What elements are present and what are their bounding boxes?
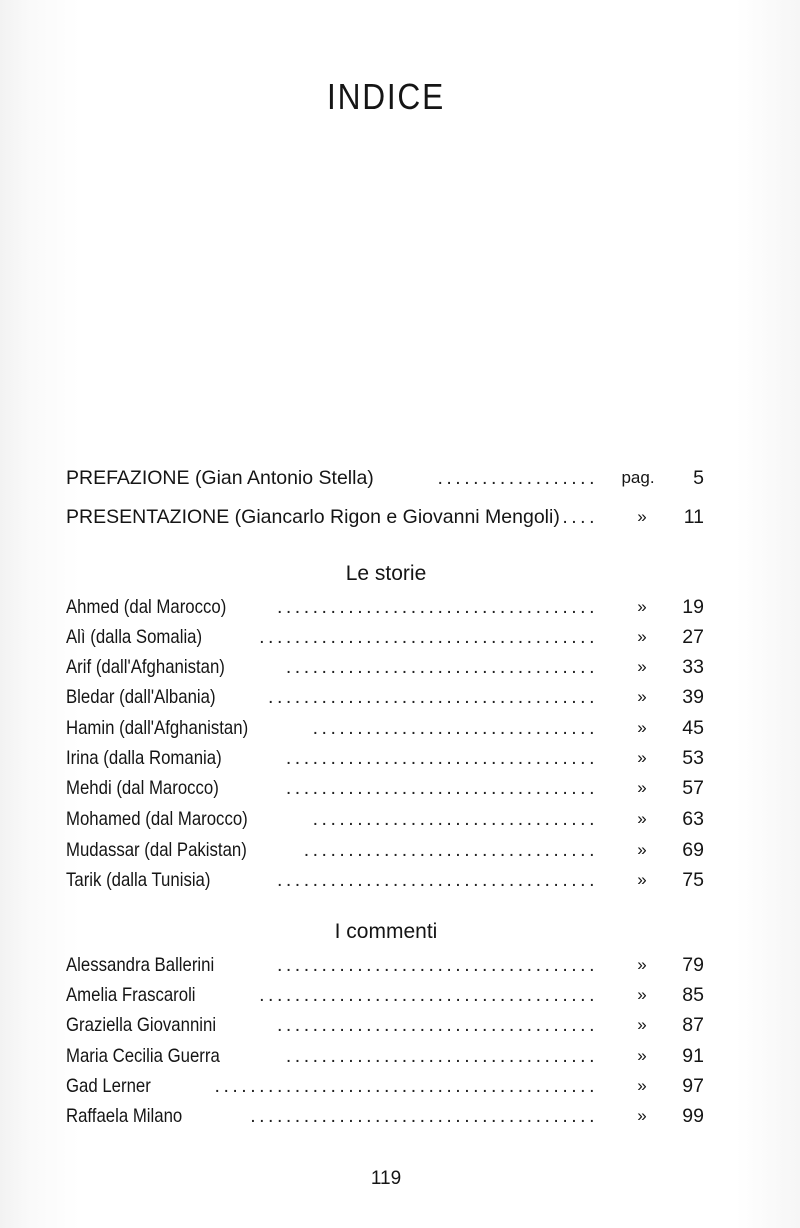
page-number: 119	[370, 1168, 402, 1189]
toc-entry-page-number: 33	[682, 656, 704, 678]
toc-entry-page-marker: »	[637, 507, 647, 526]
toc-entry-page-number: 5	[693, 467, 704, 489]
toc-entry-label: Tarik (dalla Tunisia)	[66, 869, 211, 891]
toc-entry-page-marker: »	[637, 985, 647, 1004]
toc-entry-label: Alessandra Ballerini	[66, 954, 215, 976]
toc-entry-page-marker: »	[637, 687, 647, 706]
toc-entry-page-marker: »	[637, 718, 647, 737]
toc-entry-page-number: 75	[682, 869, 704, 891]
toc-entry-page-marker: »	[637, 597, 647, 616]
dot-leader: ....................................	[276, 1014, 598, 1036]
toc-entry-page-marker: pag.	[621, 468, 655, 487]
toc-entry	[66, 654, 706, 680]
dot-leader: .......................................	[250, 1105, 598, 1127]
toc-entry	[66, 1103, 706, 1129]
dot-leader: ....................................	[276, 954, 598, 976]
dot-leader: .....................................	[268, 686, 598, 708]
toc-entry-label: Irina (dalla Romania)	[66, 747, 222, 769]
dot-leader: ...................................	[285, 747, 598, 769]
toc-entry-page-number: 19	[682, 596, 704, 618]
dot-leader: ...................................	[285, 1045, 598, 1067]
toc-entry-page-marker: »	[637, 778, 647, 797]
dot-leader: .................................	[303, 839, 598, 861]
toc-entry-page-marker: »	[637, 809, 647, 828]
dot-leader: ..................	[437, 467, 598, 489]
toc-entry-page-number: 69	[682, 839, 704, 861]
dot-leader: ....	[562, 506, 598, 528]
dot-leader: ....................................	[276, 596, 598, 618]
toc-entry-label: Mehdi (dal Marocco)	[66, 777, 219, 799]
toc-entry-page-marker: »	[637, 840, 647, 859]
toc-entry-label: Alì (dalla Somalia)	[66, 626, 203, 648]
toc-entry-page-number: 99	[682, 1105, 704, 1127]
toc-entry-page-number: 79	[682, 954, 704, 976]
dot-leader: ................................	[312, 717, 598, 739]
toc-entry-label: PREFAZIONE (Gian Antonio Stella)	[66, 467, 374, 489]
toc-entry-label: Amelia Frascaroli	[66, 984, 196, 1006]
toc-entry	[66, 594, 706, 620]
toc-entry-page-number: 27	[682, 626, 704, 648]
toc-entry-page-marker: »	[637, 627, 647, 646]
toc-entry	[66, 806, 706, 832]
toc-entry-page-number: 91	[682, 1045, 704, 1067]
toc-entry-label: Ahmed (dal Marocco)	[66, 596, 227, 618]
toc-entry-page-marker: »	[637, 657, 647, 676]
toc-entry	[66, 1043, 706, 1069]
toc-entry-page-number: 97	[682, 1075, 704, 1097]
toc-entry-page-marker: »	[637, 1046, 647, 1065]
dot-leader: ....................................	[276, 869, 598, 891]
dot-leader: ......................................	[259, 626, 598, 648]
toc-entry-page-marker: »	[637, 1015, 647, 1034]
toc-entry	[66, 867, 706, 893]
toc-entry-label: Mudassar (dal Pakistan)	[66, 839, 247, 861]
toc-entry-label: Mohamed (dal Marocco)	[66, 808, 248, 830]
toc-entry-page-marker: »	[637, 748, 647, 767]
toc-entry-page-marker: »	[637, 1076, 647, 1095]
dot-leader: ...................................	[285, 777, 598, 799]
toc-entry-label: Bledar (dall'Albania)	[66, 686, 216, 708]
toc-entry-page-number: 53	[682, 747, 704, 769]
toc-entry-label: PRESENTAZIONE (Giancarlo Rigon e Giovanni Mengoli)	[66, 506, 560, 528]
dot-leader: ...........................................	[214, 1075, 598, 1097]
toc-entry-page-number: 57	[682, 777, 704, 799]
dot-leader: ................................	[312, 808, 598, 830]
toc-entry	[66, 952, 706, 978]
page-title: INDICE	[327, 76, 445, 117]
toc-entry-page-marker: »	[637, 955, 647, 974]
section-heading-comments: I commenti	[334, 920, 438, 943]
toc-entry-page-number: 87	[682, 1014, 704, 1036]
toc-entry-page-marker: »	[637, 870, 647, 889]
toc-entry-label: Gad Lerner	[66, 1075, 151, 1097]
toc-entry-page-number: 45	[682, 717, 704, 739]
toc-entry	[66, 624, 706, 650]
toc-entry	[66, 745, 706, 771]
dot-leader: ...................................	[285, 656, 598, 678]
toc-entry-label: Hamin (dall'Afghanistan)	[66, 717, 249, 739]
toc-entry	[66, 1012, 706, 1038]
toc-entry-preface	[66, 465, 706, 491]
toc-entry	[66, 775, 706, 801]
section-heading-stories: Le storie	[345, 562, 427, 585]
toc-entry	[66, 684, 706, 710]
toc-entry	[66, 1073, 706, 1099]
toc-entry-label: Arif (dall'Afghanistan)	[66, 656, 225, 678]
toc-entry-page-number: 39	[682, 686, 704, 708]
toc-entry	[66, 715, 706, 741]
dot-leader: ......................................	[259, 984, 598, 1006]
toc-entry	[66, 982, 706, 1008]
toc-entry-page-number: 63	[682, 808, 704, 830]
toc-entry-page-number: 11	[683, 506, 704, 528]
toc-entry	[66, 837, 706, 863]
toc-entry-label: Maria Cecilia Guerra	[66, 1045, 220, 1067]
toc-entry-page-marker: »	[637, 1106, 647, 1125]
toc-entry-label: Raffaela Milano	[66, 1105, 183, 1127]
toc-entry-presentation	[66, 504, 706, 530]
toc-entry-label: Graziella Giovannini	[66, 1014, 217, 1036]
toc-entry-page-number: 85	[682, 984, 704, 1006]
